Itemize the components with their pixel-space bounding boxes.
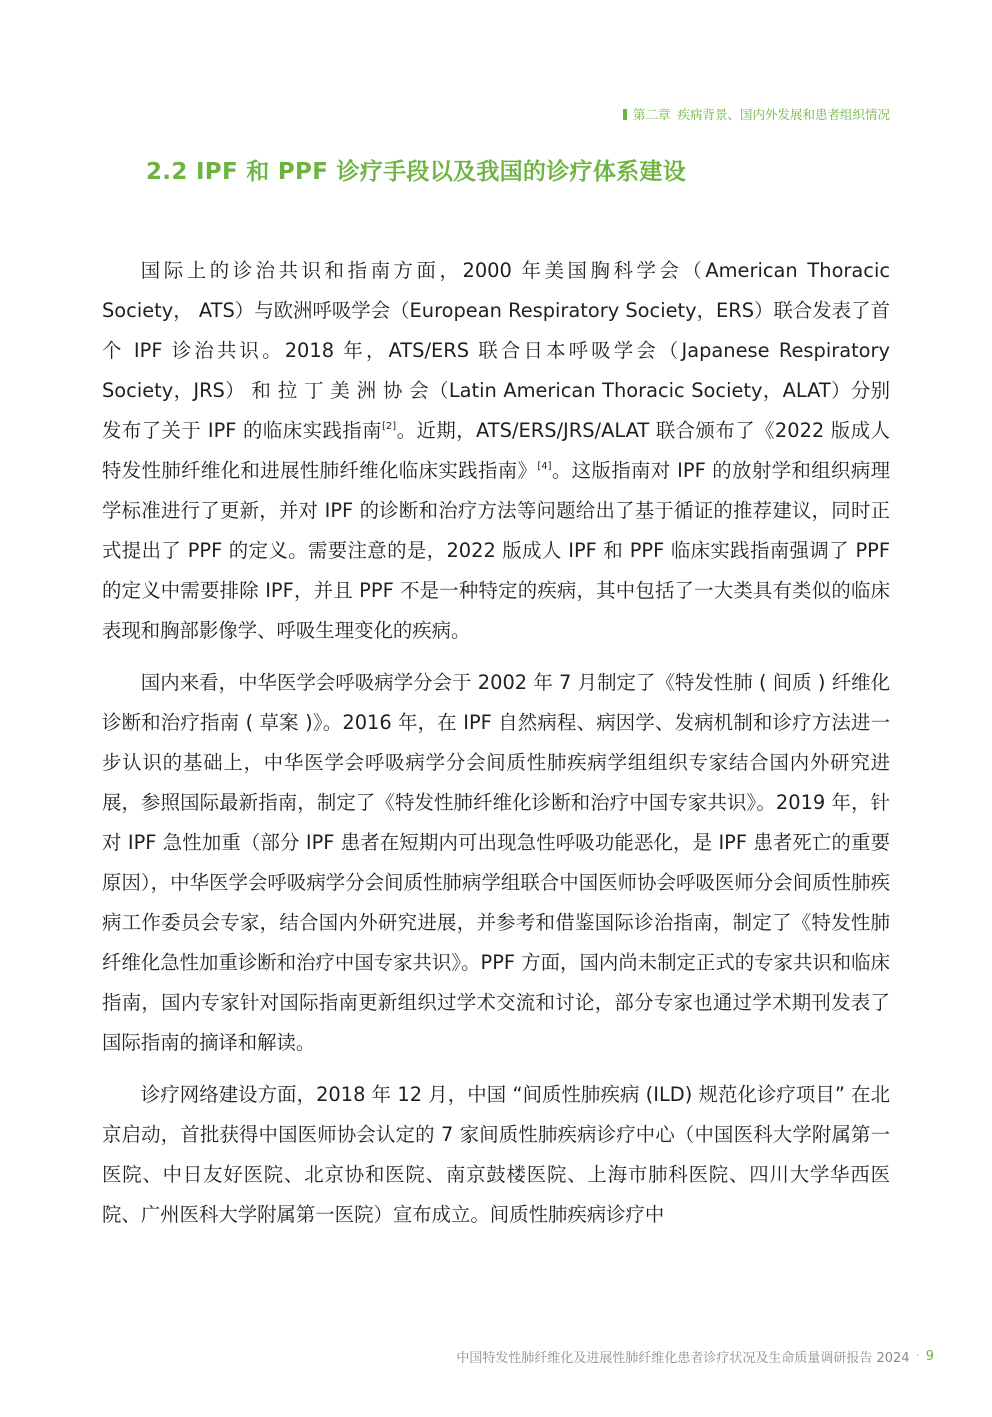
body-text — [102, 251, 890, 1247]
chapter-header — [623, 105, 890, 123]
section-title: 2.2 IPF 和 PPF 诊疗手段以及我国的诊疗体系建设 — [146, 159, 687, 185]
page-footer — [456, 1347, 934, 1366]
page-number: 9 — [925, 1349, 934, 1364]
chapter-title: 疾病背景、国内外发展和患者组织情况 — [677, 107, 890, 122]
citation-reference[interactable]: [2] — [382, 421, 397, 432]
chapter-marker-icon — [623, 109, 627, 120]
footer-separator: · — [915, 1349, 920, 1364]
footer-report-title: 中国特发性肺纤维化及进展性肺纤维化患者诊疗状况及生命质量调研报告 2024 — [456, 1351, 910, 1366]
citation-reference[interactable]: [4] — [537, 461, 552, 472]
paragraph-international-guidelines — [102, 251, 890, 651]
paragraph-diagnosis-network: 诊疗网络建设方面，2018 年 12 月，中国 “间质性肺疾病 (ILD) 规范化诊疗项目” 在北京启动，首批获得中国医师协会认定的 7 家间质性肺疾病诊疗中心（中国医科大学附属第一医院、中日友好医院、北京协和医院、南京鼓楼医院、上海市肺科医院、四川大学华西医院、广州医科大学附属第一医院）宣布成立。间质性肺疾病诊疗中 — [102, 1083, 890, 1226]
paragraph-text: 。这版指南对 IPF 的放射学和组织病理学标准进行了更新，并对 IPF 的诊断和治疗方法等问题给出了基于循证的推荐建议，同时正式提出了 PPF 的定义。需要注意的是，2022 版成人 IPF 和 PPF 临床实践指南强调了 PPF 的定义中需要排除 IPF，并且 PPF 不是一种特定的疾病，其中包括了一大类具有类似的临床表现和胸部影像学、呼吸生理变化的疾病。 — [102, 459, 890, 642]
paragraph-text: 。近期，ATS/ERS/JRS/ALAT 联合颁布了《2022 版成人特发性肺纤维化和进展性肺纤维化临床实践指南》 — [102, 419, 890, 482]
paragraph-text: 国际上的诊治共识和指南方面，2000 年美国胸科学会（American Thoracic Society， ATS）与欧洲呼吸学会（European Respiratory Society，ERS）联合发表了首个 IPF 诊治共识。2018 年，ATS/ERS 联合日本呼吸学会（Japanese Respiratory Society，JRS） 和 拉 丁 美 洲 协 会（Latin American Thoracic Society，ALAT）分别发布了关于 IPF 的临床实践指南 — [102, 259, 890, 442]
chapter-label: 第二章 — [632, 107, 671, 122]
paragraph-domestic-guidelines: 国内来看，中华医学会呼吸病学分会于 2002 年 7 月制定了《特发性肺 ( 间质 ) 纤维化诊断和治疗指南 ( 草案 )》。2016 年，在 IPF 自然病程、病因学、发病机制和诊疗方法进一步认识的基础上，中华医学会呼吸病学分会间质性肺疾病学组组织专家结合国内外研究进展，参照国际最新指南，制定了《特发性肺纤维化诊断和治疗中国专家共识》。2019 年，针对 IPF 急性加重（部分 IPF 患者在短期内可出现急性呼吸功能恶化，是 IPF 患者死亡的重要原因），中华医学会呼吸病学分会间质性肺病学组联合中国医师协会呼吸医师分会间质性肺疾病工作委员会专家，结合国内外研究进展，并参考和借鉴国际诊治指南，制定了《特发性肺纤维化急性加重诊断和治疗中国专家共识》。PPF 方面，国内尚未制定正式的专家共识和临床指南，国内专家针对国际指南更新组织过学术交流和讨论，部分专家也通过学术期刊发表了国际指南的摘译和解读。 — [102, 671, 890, 1054]
